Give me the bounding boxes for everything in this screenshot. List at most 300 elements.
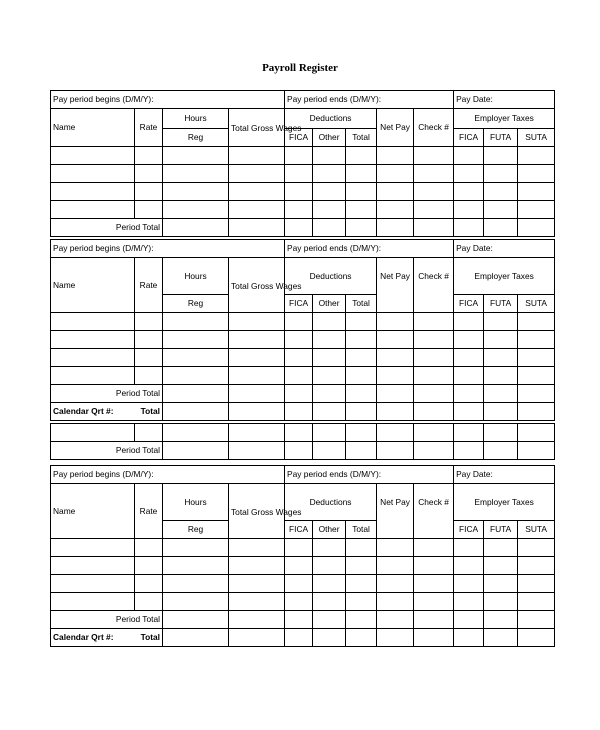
pay-period-ends-label: Pay period ends (D/M/Y): <box>285 91 454 109</box>
input-cell[interactable] <box>163 331 229 349</box>
input-cell[interactable] <box>484 557 518 575</box>
input-cell[interactable] <box>229 629 285 647</box>
check-number-header: Check # <box>414 484 454 539</box>
input-cell[interactable] <box>454 147 484 165</box>
futa-header: FUTA <box>484 129 518 147</box>
input-cell[interactable] <box>377 349 414 367</box>
input-cell[interactable] <box>313 629 346 647</box>
input-cell[interactable] <box>518 331 555 349</box>
employer-taxes-header: Employer Taxes <box>454 109 555 129</box>
input-cell[interactable] <box>285 219 313 237</box>
fica-header: FICA <box>285 295 313 313</box>
input-cell[interactable] <box>313 403 346 421</box>
input-cell[interactable] <box>518 313 555 331</box>
input-cell[interactable] <box>313 593 346 611</box>
input-cell[interactable] <box>229 385 285 403</box>
period-total-row <box>51 385 555 403</box>
input-cell[interactable] <box>51 349 135 367</box>
table-row <box>51 331 555 349</box>
input-cell[interactable] <box>346 403 377 421</box>
input-cell[interactable] <box>163 183 229 201</box>
input-cell[interactable] <box>163 201 229 219</box>
input-cell[interactable] <box>454 201 484 219</box>
input-cell[interactable] <box>518 201 555 219</box>
input-cell[interactable] <box>414 219 454 237</box>
input-cell[interactable] <box>346 183 377 201</box>
input-cell[interactable] <box>454 403 484 421</box>
input-cell[interactable] <box>51 331 135 349</box>
payroll-table-1 <box>50 90 555 237</box>
net-pay-header: Net Pay <box>377 109 414 147</box>
name-header: Name <box>51 109 135 147</box>
input-cell[interactable] <box>518 147 555 165</box>
input-cell[interactable] <box>229 349 285 367</box>
input-cell[interactable] <box>346 557 377 575</box>
input-cell[interactable] <box>313 611 346 629</box>
table-row <box>51 593 555 611</box>
calendar-total-label: Total <box>140 632 160 642</box>
input-cell[interactable] <box>346 201 377 219</box>
input-cell[interactable] <box>518 629 555 647</box>
input-cell[interactable] <box>313 331 346 349</box>
input-cell[interactable] <box>454 367 484 385</box>
input-cell[interactable] <box>377 424 414 442</box>
table-row <box>51 575 555 593</box>
input-cell[interactable] <box>135 424 163 442</box>
input-cell[interactable] <box>51 183 135 201</box>
period-total-label: Period Total <box>51 442 163 460</box>
input-cell[interactable] <box>518 367 555 385</box>
input-cell[interactable] <box>163 557 229 575</box>
input-cell[interactable] <box>285 575 313 593</box>
input-cell[interactable] <box>454 349 484 367</box>
input-cell[interactable] <box>377 575 414 593</box>
input-cell[interactable] <box>484 183 518 201</box>
input-cell[interactable] <box>135 349 163 367</box>
input-cell[interactable] <box>229 539 285 557</box>
input-cell[interactable] <box>414 557 454 575</box>
table-row <box>51 539 555 557</box>
input-cell[interactable] <box>135 201 163 219</box>
input-cell[interactable] <box>454 385 484 403</box>
input-cell[interactable] <box>414 593 454 611</box>
input-cell[interactable] <box>163 349 229 367</box>
pay-period-begins-label: Pay period begins (D/M/Y): <box>51 240 285 258</box>
input-cell[interactable] <box>346 331 377 349</box>
input-cell[interactable] <box>135 539 163 557</box>
input-cell[interactable] <box>163 313 229 331</box>
input-cell[interactable] <box>414 629 454 647</box>
input-cell[interactable] <box>285 349 313 367</box>
input-cell[interactable] <box>346 539 377 557</box>
input-cell[interactable] <box>454 165 484 183</box>
input-cell[interactable] <box>414 403 454 421</box>
input-cell[interactable] <box>135 331 163 349</box>
input-cell[interactable] <box>484 201 518 219</box>
input-cell[interactable] <box>285 367 313 385</box>
input-cell[interactable] <box>229 424 285 442</box>
calendar-quarter-total-row <box>51 403 555 421</box>
total-gross-wages-header: Total Gross Wages <box>229 258 285 313</box>
input-cell[interactable] <box>484 165 518 183</box>
deductions-total-header: Total <box>346 295 377 313</box>
input-cell[interactable] <box>285 611 313 629</box>
input-cell[interactable] <box>51 593 135 611</box>
input-cell[interactable] <box>313 147 346 165</box>
input-cell[interactable] <box>518 424 555 442</box>
input-cell[interactable] <box>313 442 346 460</box>
input-cell[interactable] <box>484 575 518 593</box>
input-cell[interactable] <box>484 539 518 557</box>
input-cell[interactable] <box>484 147 518 165</box>
pay-period-ends-label: Pay period ends (D/M/Y): <box>285 466 454 484</box>
input-cell[interactable] <box>484 629 518 647</box>
input-cell[interactable] <box>414 539 454 557</box>
input-cell[interactable] <box>454 442 484 460</box>
input-cell[interactable] <box>285 403 313 421</box>
input-cell[interactable] <box>484 349 518 367</box>
calendar-total-label: Total <box>140 406 160 416</box>
input-cell[interactable] <box>313 424 346 442</box>
deductions-header: Deductions <box>285 258 377 295</box>
calendar-quarter-label: Calendar Qrt #: <box>53 632 114 642</box>
hours-header: Hours <box>163 109 229 129</box>
input-cell[interactable] <box>346 313 377 331</box>
input-cell[interactable] <box>414 331 454 349</box>
input-cell[interactable] <box>414 611 454 629</box>
calendar-quarter-total-row <box>51 629 555 647</box>
deductions-header: Deductions <box>285 109 377 129</box>
input-cell[interactable] <box>484 593 518 611</box>
deductions-total-header: Total <box>346 129 377 147</box>
input-cell[interactable] <box>518 575 555 593</box>
input-cell[interactable] <box>313 539 346 557</box>
input-cell[interactable] <box>135 593 163 611</box>
input-cell[interactable] <box>51 575 135 593</box>
input-cell[interactable] <box>518 219 555 237</box>
input-cell[interactable] <box>484 424 518 442</box>
input-cell[interactable] <box>313 219 346 237</box>
input-cell[interactable] <box>313 313 346 331</box>
suta-header: SUTA <box>518 129 555 147</box>
table-row <box>51 557 555 575</box>
input-cell[interactable] <box>285 331 313 349</box>
input-cell[interactable] <box>414 385 454 403</box>
input-cell[interactable] <box>346 575 377 593</box>
input-cell[interactable] <box>229 403 285 421</box>
input-cell[interactable] <box>377 629 414 647</box>
input-cell[interactable] <box>313 557 346 575</box>
input-cell[interactable] <box>518 385 555 403</box>
input-cell[interactable] <box>313 165 346 183</box>
input-cell[interactable] <box>377 165 414 183</box>
input-cell[interactable] <box>135 147 163 165</box>
employer-fica-header: FICA <box>454 521 484 539</box>
input-cell[interactable] <box>346 593 377 611</box>
input-cell[interactable] <box>313 183 346 201</box>
input-cell[interactable] <box>163 442 229 460</box>
input-cell[interactable] <box>229 367 285 385</box>
input-cell[interactable] <box>285 442 313 460</box>
input-cell[interactable] <box>377 557 414 575</box>
input-cell[interactable] <box>229 183 285 201</box>
input-cell[interactable] <box>414 575 454 593</box>
input-cell[interactable] <box>285 593 313 611</box>
hours-header: Hours <box>163 258 229 295</box>
input-cell[interactable] <box>484 331 518 349</box>
fica-header: FICA <box>285 521 313 539</box>
rate-header: Rate <box>135 484 163 539</box>
input-cell[interactable] <box>313 349 346 367</box>
reg-header: Reg <box>163 521 229 539</box>
input-cell[interactable] <box>454 539 484 557</box>
table-row <box>51 201 555 219</box>
input-cell[interactable] <box>135 367 163 385</box>
total-gross-wages-header: Total Gross Wages <box>229 109 285 147</box>
input-cell[interactable] <box>454 593 484 611</box>
input-cell[interactable] <box>346 367 377 385</box>
input-cell[interactable] <box>135 313 163 331</box>
employer-taxes-header: Employer Taxes <box>454 258 555 295</box>
input-cell[interactable] <box>163 611 229 629</box>
pay-period-ends-label: Pay period ends (D/M/Y): <box>285 240 454 258</box>
input-cell[interactable] <box>518 349 555 367</box>
input-cell[interactable] <box>346 349 377 367</box>
reg-header: Reg <box>163 295 229 313</box>
period-total-row <box>51 442 555 460</box>
input-cell[interactable] <box>414 147 454 165</box>
deductions-total-header: Total <box>346 521 377 539</box>
payroll-table-2 <box>50 239 555 421</box>
extra-rows-table <box>50 423 555 460</box>
input-cell[interactable] <box>229 165 285 183</box>
input-cell[interactable] <box>454 629 484 647</box>
input-cell[interactable] <box>377 539 414 557</box>
input-cell[interactable] <box>51 165 135 183</box>
table-row <box>51 147 555 165</box>
input-cell[interactable] <box>518 165 555 183</box>
input-cell[interactable] <box>51 313 135 331</box>
input-cell[interactable] <box>346 147 377 165</box>
fica-header: FICA <box>285 129 313 147</box>
input-cell[interactable] <box>313 367 346 385</box>
input-cell[interactable] <box>414 313 454 331</box>
input-cell[interactable] <box>51 424 135 442</box>
input-cell[interactable] <box>285 385 313 403</box>
check-number-header: Check # <box>414 258 454 313</box>
input-cell[interactable] <box>51 539 135 557</box>
input-cell[interactable] <box>163 593 229 611</box>
input-cell[interactable] <box>229 557 285 575</box>
input-cell[interactable] <box>484 219 518 237</box>
period-total-row <box>51 611 555 629</box>
input-cell[interactable] <box>285 147 313 165</box>
calendar-quarter-total-label <box>51 403 163 421</box>
input-cell[interactable] <box>454 557 484 575</box>
net-pay-header: Net Pay <box>377 484 414 539</box>
futa-header: FUTA <box>484 295 518 313</box>
input-cell[interactable] <box>377 147 414 165</box>
pay-date-label: Pay Date: <box>454 240 555 258</box>
input-cell[interactable] <box>135 165 163 183</box>
input-cell[interactable] <box>518 442 555 460</box>
input-cell[interactable] <box>346 424 377 442</box>
input-cell[interactable] <box>414 183 454 201</box>
total-gross-wages-header: Total Gross Wages <box>229 484 285 539</box>
input-cell[interactable] <box>414 201 454 219</box>
input-cell[interactable] <box>346 442 377 460</box>
input-cell[interactable] <box>285 539 313 557</box>
input-cell[interactable] <box>135 183 163 201</box>
table-row <box>51 349 555 367</box>
input-cell[interactable] <box>135 575 163 593</box>
input-cell[interactable] <box>377 385 414 403</box>
hours-header: Hours <box>163 484 229 521</box>
input-cell[interactable] <box>454 424 484 442</box>
input-cell[interactable] <box>313 201 346 219</box>
input-cell[interactable] <box>285 424 313 442</box>
input-cell[interactable] <box>377 593 414 611</box>
pay-period-begins-label: Pay period begins (D/M/Y): <box>51 91 285 109</box>
input-cell[interactable] <box>414 442 454 460</box>
input-cell[interactable] <box>346 165 377 183</box>
input-cell[interactable] <box>285 183 313 201</box>
pay-date-label: Pay Date: <box>454 91 555 109</box>
rate-header: Rate <box>135 258 163 313</box>
payroll-table-3 <box>50 465 555 647</box>
period-total-row <box>51 219 555 237</box>
input-cell[interactable] <box>377 367 414 385</box>
input-cell[interactable] <box>518 539 555 557</box>
input-cell[interactable] <box>163 367 229 385</box>
table-row <box>51 424 555 442</box>
pay-date-label: Pay Date: <box>454 466 555 484</box>
input-cell[interactable] <box>377 442 414 460</box>
input-cell[interactable] <box>51 557 135 575</box>
input-cell[interactable] <box>484 611 518 629</box>
input-cell[interactable] <box>229 313 285 331</box>
input-cell[interactable] <box>135 557 163 575</box>
reg-header: Reg <box>163 129 229 147</box>
input-cell[interactable] <box>414 424 454 442</box>
input-cell[interactable] <box>454 313 484 331</box>
input-cell[interactable] <box>518 557 555 575</box>
input-cell[interactable] <box>285 557 313 575</box>
input-cell[interactable] <box>163 219 229 237</box>
input-cell[interactable] <box>454 331 484 349</box>
employer-fica-header: FICA <box>454 129 484 147</box>
payroll-section-1 <box>50 90 554 237</box>
input-cell[interactable] <box>414 349 454 367</box>
input-cell[interactable] <box>454 183 484 201</box>
input-cell[interactable] <box>51 367 135 385</box>
input-cell[interactable] <box>163 147 229 165</box>
input-cell[interactable] <box>285 201 313 219</box>
input-cell[interactable] <box>377 183 414 201</box>
calendar-quarter-label: Calendar Qrt #: <box>53 406 114 416</box>
check-number-header: Check # <box>414 109 454 147</box>
input-cell[interactable] <box>518 593 555 611</box>
input-cell[interactable] <box>51 201 135 219</box>
payroll-section-3 <box>50 465 554 647</box>
input-cell[interactable] <box>163 403 229 421</box>
deductions-header: Deductions <box>285 484 377 521</box>
input-cell[interactable] <box>484 313 518 331</box>
period-total-label: Period Total <box>51 611 163 629</box>
input-cell[interactable] <box>163 165 229 183</box>
futa-header: FUTA <box>484 521 518 539</box>
input-cell[interactable] <box>346 385 377 403</box>
input-cell[interactable] <box>454 575 484 593</box>
input-cell[interactable] <box>313 575 346 593</box>
pay-period-begins-label: Pay period begins (D/M/Y): <box>51 466 285 484</box>
period-total-label: Period Total <box>51 219 163 237</box>
input-cell[interactable] <box>229 442 285 460</box>
input-cell[interactable] <box>346 219 377 237</box>
input-cell[interactable] <box>229 575 285 593</box>
input-cell[interactable] <box>414 367 454 385</box>
name-header: Name <box>51 484 135 539</box>
input-cell[interactable] <box>285 313 313 331</box>
input-cell[interactable] <box>229 611 285 629</box>
input-cell[interactable] <box>163 539 229 557</box>
other-header: Other <box>313 521 346 539</box>
input-cell[interactable] <box>377 219 414 237</box>
input-cell[interactable] <box>454 219 484 237</box>
input-cell[interactable] <box>229 201 285 219</box>
input-cell[interactable] <box>484 367 518 385</box>
input-cell[interactable] <box>229 331 285 349</box>
input-cell[interactable] <box>518 611 555 629</box>
employer-fica-header: FICA <box>454 295 484 313</box>
input-cell[interactable] <box>484 385 518 403</box>
table-row <box>51 183 555 201</box>
input-cell[interactable] <box>346 629 377 647</box>
input-cell[interactable] <box>377 331 414 349</box>
input-cell[interactable] <box>163 424 229 442</box>
input-cell[interactable] <box>346 611 377 629</box>
rate-header: Rate <box>135 109 163 147</box>
input-cell[interactable] <box>377 313 414 331</box>
input-cell[interactable] <box>377 611 414 629</box>
input-cell[interactable] <box>229 147 285 165</box>
table-row <box>51 367 555 385</box>
input-cell[interactable] <box>313 385 346 403</box>
table-row <box>51 313 555 331</box>
input-cell[interactable] <box>518 403 555 421</box>
input-cell[interactable] <box>163 385 229 403</box>
input-cell[interactable] <box>377 403 414 421</box>
page-title: Payroll Register <box>262 62 338 74</box>
input-cell[interactable] <box>377 201 414 219</box>
input-cell[interactable] <box>163 629 229 647</box>
input-cell[interactable] <box>229 219 285 237</box>
input-cell[interactable] <box>454 611 484 629</box>
input-cell[interactable] <box>285 165 313 183</box>
input-cell[interactable] <box>518 183 555 201</box>
extra-rows-block <box>50 423 554 460</box>
input-cell[interactable] <box>484 442 518 460</box>
input-cell[interactable] <box>285 629 313 647</box>
suta-header: SUTA <box>518 521 555 539</box>
table-row <box>51 165 555 183</box>
input-cell[interactable] <box>163 575 229 593</box>
input-cell[interactable] <box>484 403 518 421</box>
calendar-quarter-total-label <box>51 629 163 647</box>
input-cell[interactable] <box>414 165 454 183</box>
input-cell[interactable] <box>229 593 285 611</box>
input-cell[interactable] <box>51 147 135 165</box>
